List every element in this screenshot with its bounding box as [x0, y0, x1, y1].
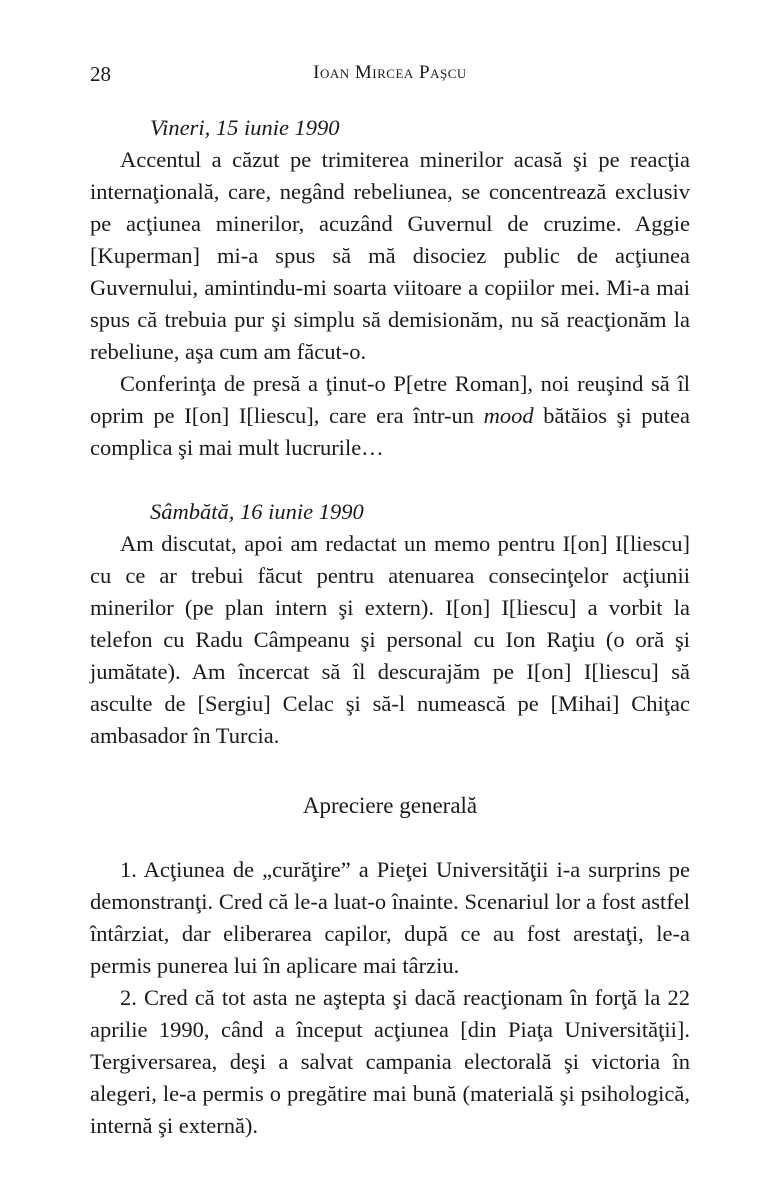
page-body: [90, 112, 690, 1142]
numbered-point: 2. Cred că tot asta ne aştepta şi dacă reacţionam în forţă la 22 aprilie 1990, când a început acţiunea [din Piaţa Universităţii]. Tergiversarea, deşi a salvat campania electorală şi victoria în alegeri, le-a permis o pregătire mai bună (materială şi psihologică, internă şi externă).: [90, 985, 690, 1138]
section-heading: Apreciere generală: [302, 793, 478, 818]
paragraph: [90, 368, 690, 464]
page-number: 28: [90, 62, 111, 86]
paragraph: Am discutat, apoi am redactat un memo pentru I[on] I[liescu] cu ce ar trebui făcut pentru atenuarea consecinţelor acţiunii minerilor (pe plan intern şi extern). I[on] I[liescu] a vorbit la telefon cu Radu Câmpeanu şi personal cu Ion Raţiu (o oră şi jumătate). Am încercat să îl descurajăm pe I[on] I[liescu] să asculte de [Sergiu] Celac şi să-l numească pe [Mihai] Chiţac ambasador în Turcia.: [90, 531, 690, 748]
text-run: Conferinţa de presă a ţinut-o P[etre Roman], noi reuşind să îl oprim pe I[on] I[liescu], care era într-un: [90, 371, 690, 428]
running-head: Ioan Mircea Paşcu: [313, 62, 467, 83]
text-run: bătăios şi putea complica şi mai mult lucrurile…: [90, 403, 691, 460]
page-header: [90, 62, 690, 92]
italic-word: mood: [483, 403, 534, 428]
entry-spacer: [90, 464, 690, 496]
paragraph: Accentul a căzut pe trimiterea minerilor acasă şi pe reacţia internaţională, care, negând rebeliunea, se concentrează exclusiv pe acţiunea minerilor, acuzând Guvernul de cruzime. Aggie [Kuperman] mi-a spus să mă disociez public de acţiunea Guvernului, amintindu-mi soarta viitoare a copiilor mei. Mi-a mai spus că trebuia pur şi simplu să demisionăm, nu să reacţionăm la rebeliune, aşa cum am făcut-o.: [90, 147, 690, 364]
numbered-point: 1. Acţiunea de „curăţire” a Pieţei Universităţii i-a surprins pe demonstranţi. Cred că le-a luat-o înainte. Scenariul lor a fost astfel întârziat, dar eliberarea capilor, după ce au fost arestaţi, le-a permis punerea lui în aplicare mai târziu.: [90, 857, 690, 978]
entry-date: Vineri, 15 iunie 1990: [150, 115, 340, 140]
entry-date: Sâmbătă, 16 iunie 1990: [150, 499, 364, 524]
